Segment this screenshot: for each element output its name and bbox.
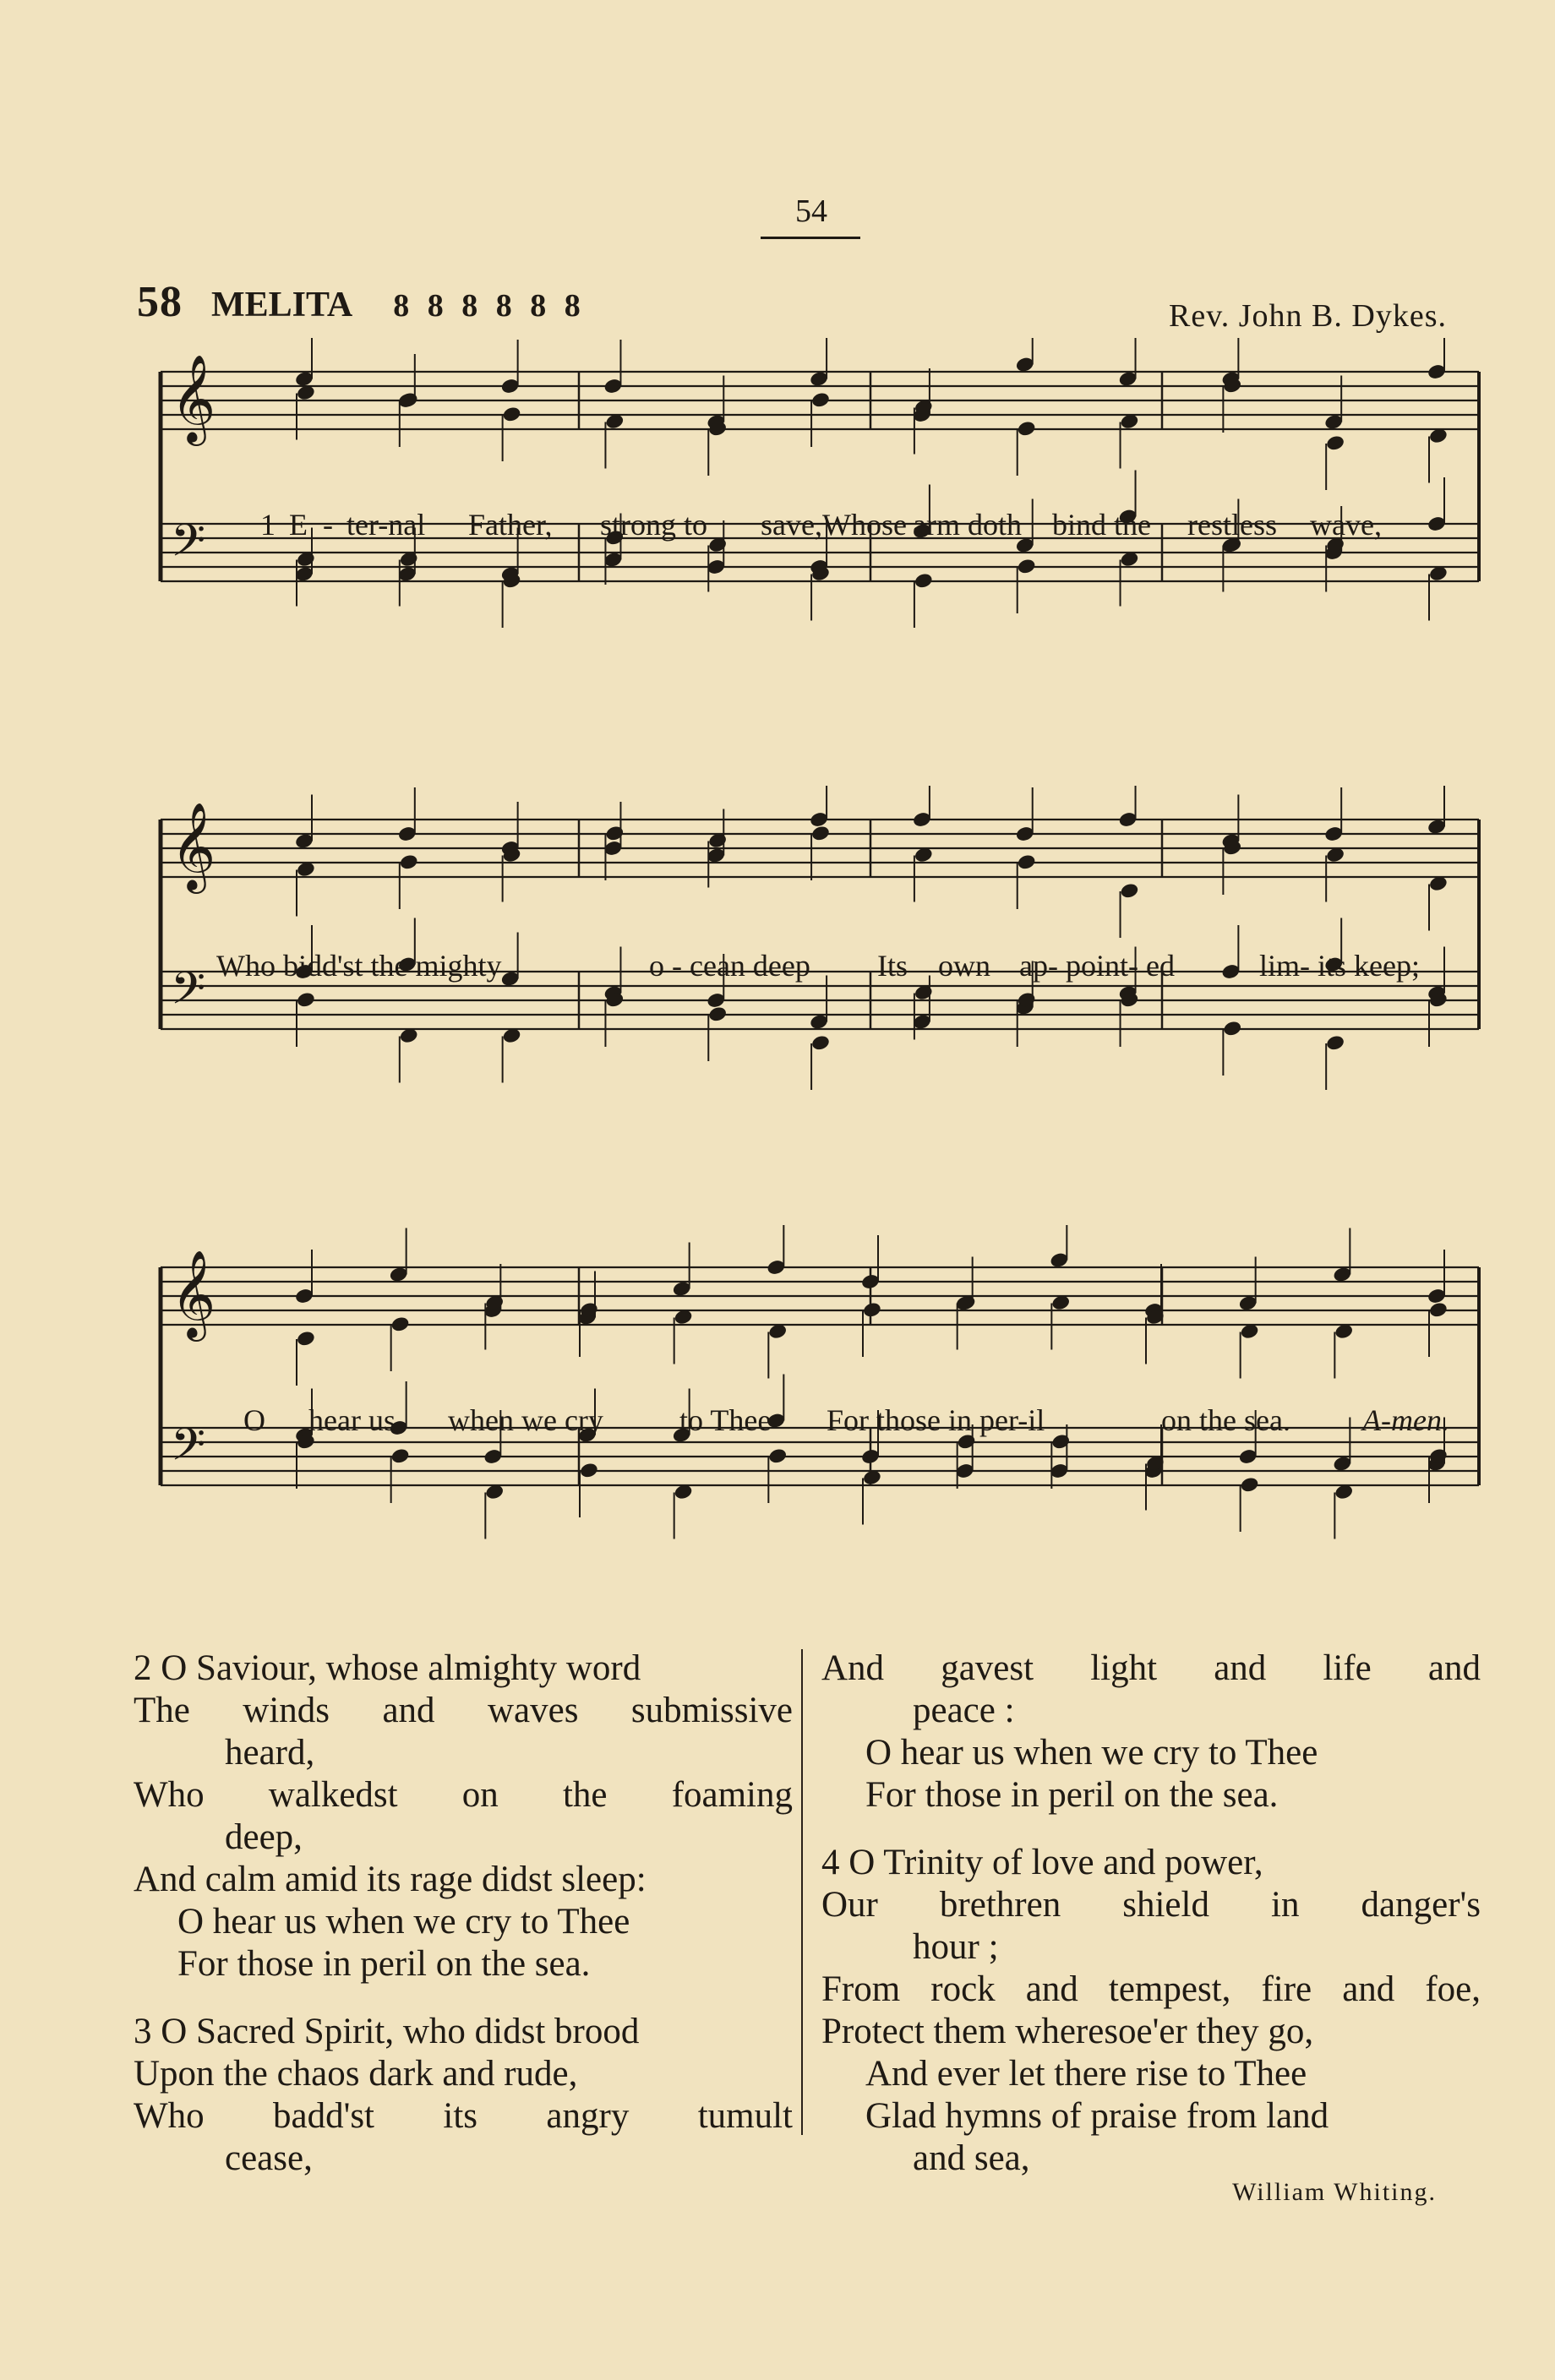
verse-line: O hear us when we cry to Thee	[177, 1902, 630, 1942]
note-head	[1050, 1433, 1071, 1451]
note-head	[810, 825, 831, 842]
note-head	[296, 991, 316, 1009]
note-head	[1240, 1476, 1260, 1494]
lyric-syllable: O	[243, 1403, 265, 1437]
meter: 8 8 8 8 8 8	[393, 288, 586, 324]
verse-line: Glad hymns of praise from land	[865, 2096, 1329, 2136]
note-head	[1325, 434, 1345, 452]
verse-line: For those in peril on the sea.	[865, 1775, 1279, 1815]
lyric-syllable: lim- its keep;	[1259, 949, 1420, 983]
verses-left-column	[134, 1647, 793, 2205]
page-number-rule	[761, 237, 860, 239]
stanza-4	[821, 1842, 1481, 2180]
stanza-3	[134, 2011, 793, 2180]
lyric-syllable: For those in per-il	[827, 1403, 1045, 1437]
treble-clef-icon: 𝄞	[171, 802, 216, 890]
hymn-heading	[137, 277, 586, 327]
music-system-1	[135, 338, 1487, 693]
verse-line: The winds and waves submissive	[134, 1691, 793, 1730]
note-head	[810, 391, 831, 409]
note-head	[767, 1447, 788, 1465]
music-system-3	[135, 1225, 1487, 1622]
note-head	[707, 1005, 728, 1023]
verse-line: Our brethren shield in danger's	[821, 1885, 1481, 1925]
note-head	[862, 1301, 882, 1319]
hymn-number: 58	[137, 278, 183, 326]
verse-line: and sea,	[913, 2138, 1030, 2178]
verse-line: deep,	[225, 1817, 303, 1857]
note-head	[502, 406, 522, 423]
note-head	[914, 572, 934, 590]
lyric-syllable: ter-nal	[346, 508, 426, 542]
tune-name: MELITA	[211, 286, 353, 324]
lyric-syllable: arm doth	[913, 508, 1022, 542]
note-head	[579, 1462, 599, 1479]
lyric-syllable: o - cean deep	[649, 949, 810, 983]
note-head	[604, 825, 625, 842]
treble-clef-icon: 𝄞	[171, 354, 216, 443]
lyric-syllable: Who bidd'st the mighty	[216, 949, 502, 983]
note-head	[1017, 420, 1037, 438]
music-system-2	[135, 786, 1487, 1141]
verse-line: And gavest light and life and	[821, 1648, 1481, 1688]
note-head	[399, 853, 419, 871]
lyric-syllable: wave,	[1310, 508, 1382, 542]
lyric-syllable: bind the	[1052, 508, 1151, 542]
bass-clef-icon: 𝄢	[171, 1419, 206, 1482]
lyric-syllable: restless	[1187, 508, 1277, 542]
verse-line: heard,	[225, 1733, 315, 1773]
page-number: 54	[795, 193, 827, 229]
bass-clef-icon: 𝄢	[171, 963, 206, 1026]
text-author: William Whiting.	[1232, 2178, 1437, 2206]
verse-line: cease,	[225, 2138, 313, 2178]
verse-line: And ever let there rise to Thee	[865, 2054, 1307, 2094]
note-head	[390, 1315, 411, 1333]
verse-line: Upon the chaos dark and rude,	[134, 2054, 578, 2094]
verse-line: O hear us when we cry to Thee	[865, 1733, 1318, 1773]
verse-line: From rock and tempest, fire and foe,	[821, 1969, 1481, 2009]
verse-line: Protect them wheresoe'er they go,	[821, 2012, 1314, 2051]
verse-line: 3 O Sacred Spirit, who didst brood	[134, 2012, 640, 2051]
stanza-2	[134, 1647, 793, 1985]
lyric-syllable: -	[323, 508, 333, 542]
note-head	[1017, 558, 1037, 575]
note-head	[1325, 1034, 1345, 1052]
verse-line: And calm amid its rage didst sleep:	[134, 1860, 647, 1899]
lyric-syllable: ap- point- ed	[1019, 949, 1175, 983]
note-head	[1428, 1301, 1449, 1319]
lyric-syllable: strong to	[600, 508, 708, 542]
lyric-syllable: 1	[260, 508, 276, 542]
verse-line: 2 O Saviour, whose almighty word	[134, 1648, 641, 1688]
lyric-syllable: hear us	[308, 1403, 396, 1437]
lyric-syllable: on the sea.	[1161, 1403, 1290, 1437]
note-head	[1017, 853, 1037, 871]
lyric-syllable: save,Whose	[761, 508, 907, 542]
lyric-syllable: Its	[877, 949, 908, 983]
lyric-syllable: when we cry	[448, 1403, 603, 1437]
verse-line: Who badd'st its angry tumult	[134, 2096, 793, 2136]
verse-line: 4 O Trinity of love and power,	[821, 1843, 1263, 1882]
composer: Rev. John B. Dykes.	[1169, 298, 1447, 334]
note-head	[390, 1447, 411, 1465]
lyric-syllable: A-men.	[1362, 1403, 1449, 1437]
lyric-syllable: Father,	[468, 508, 553, 542]
verses-right-column	[821, 1647, 1481, 2205]
note-head	[1222, 1020, 1242, 1038]
lyric-syllable: own	[938, 949, 990, 983]
stanza-3-continued	[821, 1647, 1481, 1816]
note-head	[810, 1034, 831, 1052]
column-divider	[801, 1649, 803, 2135]
note-head	[1119, 882, 1139, 900]
verse-line: Who walkedst on the foaming	[134, 1775, 793, 1815]
treble-clef-icon: 𝄞	[171, 1250, 216, 1338]
lyric-syllable: to Thee	[679, 1403, 772, 1437]
note-head	[296, 1330, 316, 1348]
bass-clef-icon: 𝄢	[171, 515, 206, 578]
verse-line: hour ;	[913, 1927, 999, 1967]
verse-line: peace :	[913, 1691, 1015, 1730]
verse-line: For those in peril on the sea.	[177, 1944, 591, 1984]
lyric-syllable: E	[289, 508, 308, 542]
